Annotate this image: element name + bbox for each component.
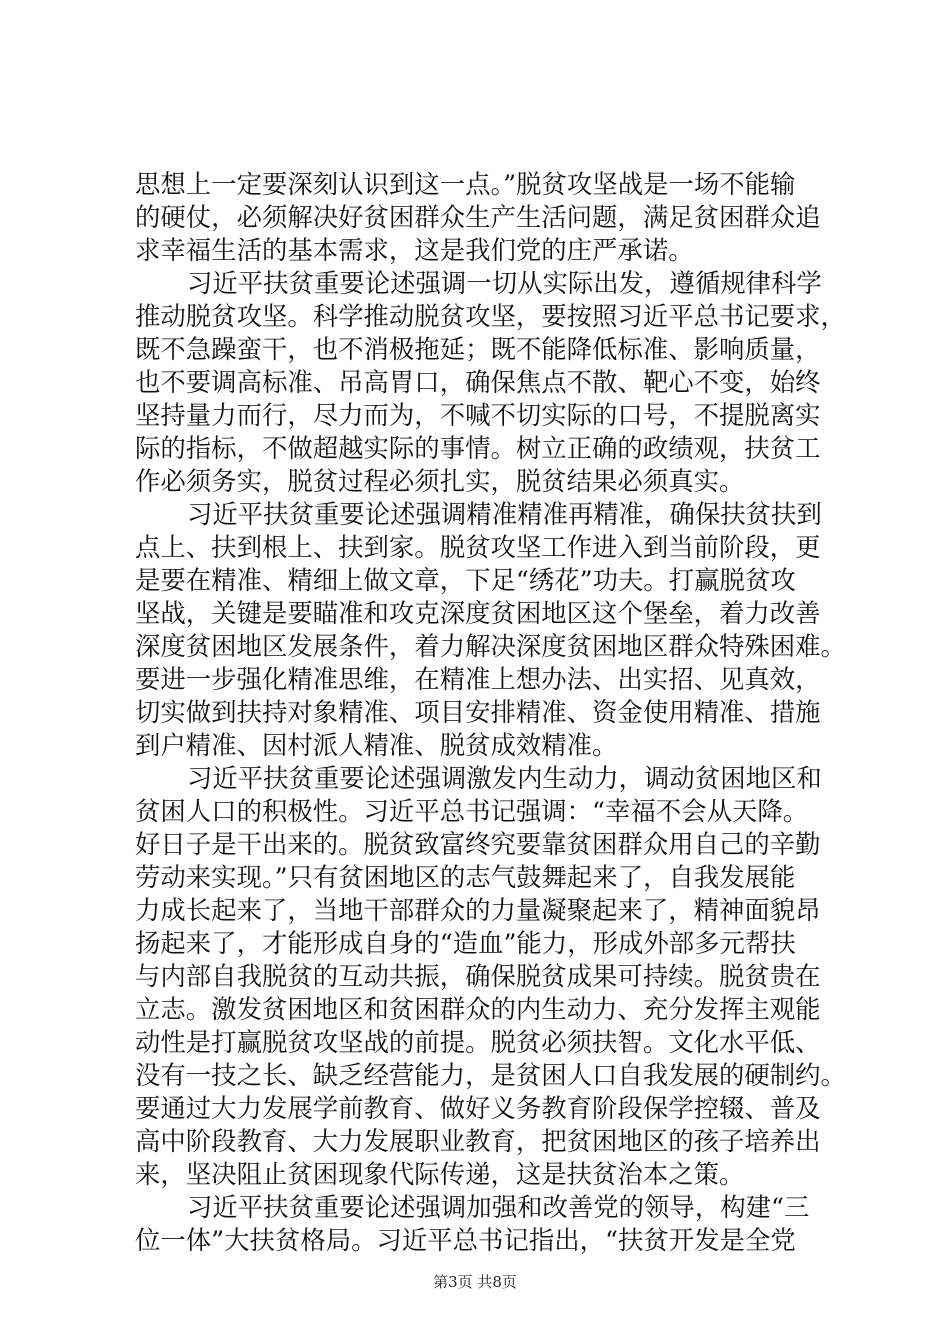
- text-line: 习近平扶贫重要论述强调激发内生动力，调动贫困地区和: [187, 763, 822, 793]
- text-line: 没有一技之长、缺乏经营能力，是贫困人口自我发展的硬制约。: [135, 1060, 846, 1090]
- text-line: 好日子是干出来的。脱贫致富终究要靠贫困群众用自己的辛勤: [135, 829, 821, 859]
- text-line: 坚战，关键是要瞄准和攻克深度贫困地区这个堡垒，着力改善: [135, 598, 821, 628]
- text-line: 力成长起来了，当地干部群众的力量凝聚起来了，精神面貌昂: [135, 895, 821, 925]
- text-line: 来，坚决阻止贫困现象代际传递，这是扶贫治本之策。: [135, 1159, 745, 1189]
- text-line: 劳动来实现。”只有贫困地区的志气鼓舞起来了，自我发展能: [135, 862, 796, 892]
- text-line: 既不急躁蛮干，也不消极拖延；既不能降低标准、影响质量，: [135, 334, 821, 364]
- text-line: 推动脱贫攻坚。科学推动脱贫攻坚，要按照习近平总书记要求，: [135, 301, 846, 331]
- text-line: 是要在精准、精细上做文章，下足“绣花”功夫。打赢脱贫攻: [135, 565, 796, 595]
- text-line: 思想上一定要深刻认识到这一点。”脱贫攻坚战是一场不能输: [135, 169, 796, 199]
- text-line: 位一体”大扶贫格局。习近平总书记指出，“扶贫开发是全党: [135, 1225, 796, 1255]
- text-line: 与内部自我脱贫的互动共振，确保脱贫成果可持续。脱贫贵在: [135, 961, 821, 991]
- text-line: 点上、扶到根上、扶到家。脱贫攻坚工作进入到当前阶段，更: [135, 532, 821, 562]
- text-line: 切实做到扶持对象精准、项目安排精准、资金使用精准、措施: [135, 697, 821, 727]
- text-line: 作必须务实，脱贫过程必须扎实，脱贫结果必须真实。: [135, 466, 745, 496]
- text-line: 的硬仗，必须解决好贫困群众生产生活问题，满足贫困群众追: [135, 202, 821, 232]
- text-line: 习近平扶贫重要论述强调加强和改善党的领导，构建“三: [187, 1192, 810, 1222]
- text-line: 要通过大力发展学前教育、做好义务教育阶段保学控辍、普及: [135, 1093, 821, 1123]
- text-line: 也不要调高标准、吊高胃口，确保焦点不散、靶心不变，始终: [135, 367, 821, 397]
- body-text: [135, 168, 846, 1257]
- text-line: 立志。激发贫困地区和贫困群众的内生动力、充分发挥主观能: [135, 994, 821, 1024]
- text-line: 习近平扶贫重要论述强调一切从实际出发，遵循规律科学: [187, 268, 822, 298]
- text-line: 扬起来了，才能形成自身的“造血”能力，形成外部多元帮扶: [135, 928, 796, 958]
- text-line: 深度贫困地区发展条件，着力解决深度贫困地区群众特殊困难。: [135, 631, 846, 661]
- page-footer: 第3页 共8页: [433, 1273, 517, 1291]
- text-line: 求幸福生活的基本需求，这是我们党的庄严承诺。: [135, 235, 694, 265]
- text-line: 到户精准、因村派人精准、脱贫成效精准。: [135, 730, 618, 760]
- text-line: 动性是打赢脱贫攻坚战的前提。脱贫必须扶智。文化水平低、: [135, 1027, 821, 1057]
- text-line: 高中阶段教育、大力发展职业教育，把贫困地区的孩子培养出: [135, 1126, 821, 1156]
- text-line: 要进一步强化精准思维，在精准上想办法、出实招、见真效，: [135, 664, 821, 694]
- text-line: 际的指标，不做超越实际的事情。树立正确的政绩观，扶贫工: [135, 433, 821, 463]
- text-line: 习近平扶贫重要论述强调精准精准再精准，确保扶贫扶到: [187, 499, 822, 529]
- text-line: 坚持量力而行，尽力而为，不喊不切实际的口号，不提脱离实: [135, 400, 821, 430]
- text-line: 贫困人口的积极性。习近平总书记强调：“幸福不会从天降。: [135, 796, 809, 826]
